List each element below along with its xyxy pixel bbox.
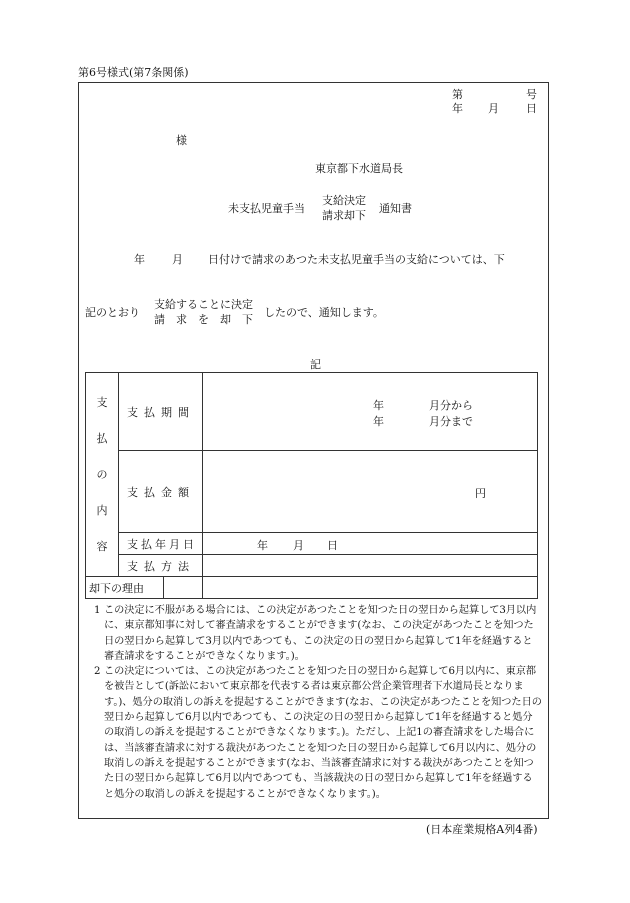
period-from-text: 月分から (429, 399, 473, 412)
body-option-bottom: 請 求 を 却 下 (154, 313, 253, 326)
note-number: 1 (94, 605, 101, 616)
method-value-cell[interactable] (203, 555, 538, 577)
side-char: 支 (96, 395, 108, 409)
side-char: 払 (96, 431, 108, 445)
pay-date-hi: 日 (327, 539, 338, 552)
note-text: この決定に不服がある場合には、この決定があつたことを知つた日の翌日から起算して3月以内に、東京都知事に対して審査請求をすることができます(なお、この決定があつたことを知つた日の翌日から起算して3月以内であつても、この決定の日の翌日から起算して1年を経過すると審査請求をすることができなくなります。)。 (104, 605, 537, 662)
body-nen: 年 (134, 253, 145, 266)
rejection-divider (163, 576, 164, 598)
body-line2-suffix: したので、通知します。 (264, 306, 384, 319)
body-option-top: 支給することに決定 (154, 298, 253, 311)
form-label: 第6号様式(第7条関係) (78, 66, 189, 79)
title-prefix: 未支払児童手当 (228, 202, 305, 215)
footer-spec: (日本産業規格A列4番) (426, 823, 538, 836)
amount-value-cell[interactable] (203, 451, 538, 533)
body-tsuki: 月 (172, 253, 183, 266)
date-label: 支払年月日 (119, 533, 203, 555)
body-line2-prefix: 記のとおり (85, 306, 140, 319)
method-label: 支払方法 (119, 555, 203, 577)
rejection-value-cell[interactable] (203, 577, 538, 599)
period-from-nen: 年 (373, 399, 384, 412)
period-to-text: 月分まで (429, 415, 473, 428)
side-char: の (96, 467, 108, 481)
date-tsuki: 月 (488, 102, 499, 115)
notes-section (90, 603, 542, 802)
rejection-label: 却下の理由 (86, 577, 203, 599)
payment-table (85, 372, 538, 599)
period-value-cell[interactable] (203, 373, 538, 451)
note-number: 2 (94, 666, 101, 678)
amount-unit: 円 (475, 487, 486, 500)
pay-date-tsuki: 月 (293, 539, 304, 552)
addressee-sama: 様 (176, 134, 187, 147)
note-item (90, 603, 542, 664)
date-hi: 日 (526, 102, 537, 115)
title-suffix: 通知書 (379, 202, 412, 215)
body-line1: 日付けで請求のあつた未支払児童手当の支給については、下 (208, 253, 505, 266)
amount-label: 支払金額 (119, 451, 203, 533)
period-label: 支払期間 (119, 373, 203, 451)
date-nen: 年 (452, 102, 463, 115)
period-to-nen: 年 (373, 415, 384, 428)
note-text: この決定については、この決定があつたことを知つた日の翌日から起算して6月以内に、東京都を被告として(訴訟において東京都を代表する者は東京都公営企業管理者下水道局長となります。)、処分の取消しの訴えを提起することができます(なお、この決定があつたことを知つた日の翌日から起算して6月以内であつても、この決定の日の翌日から起算して1年を経過すると処分の取消しの訴えを提起することができなくなります。)。ただし、上記1の審査請求をした場合には、当該審査請求に対する裁決があつたことを知つた日の翌日から起算して6月以内に、処分の取消しの訴えを提起することができます(なお、当該審査請求に対する裁決があつたことを知つた日の翌日から起算して6月以内であつても、当該裁決の日の翌日から起算して1年を経過すると処分の取消しの訴えを提起することができなくなります。)。 (104, 666, 542, 800)
payment-side-label (86, 373, 119, 577)
number-go: 号 (526, 88, 537, 101)
side-char: 容 (96, 539, 108, 553)
number-dai: 第 (452, 88, 463, 101)
pay-date-nen: 年 (257, 539, 268, 552)
title-option-bottom: 請求却下 (322, 209, 366, 222)
side-char: 内 (96, 503, 108, 517)
title-option-top: 支給決定 (322, 194, 366, 207)
date-value-cell[interactable] (203, 533, 538, 555)
note-item (90, 664, 542, 802)
ki-heading: 記 (310, 358, 321, 371)
issuer-name: 東京都下水道局長 (315, 162, 403, 175)
